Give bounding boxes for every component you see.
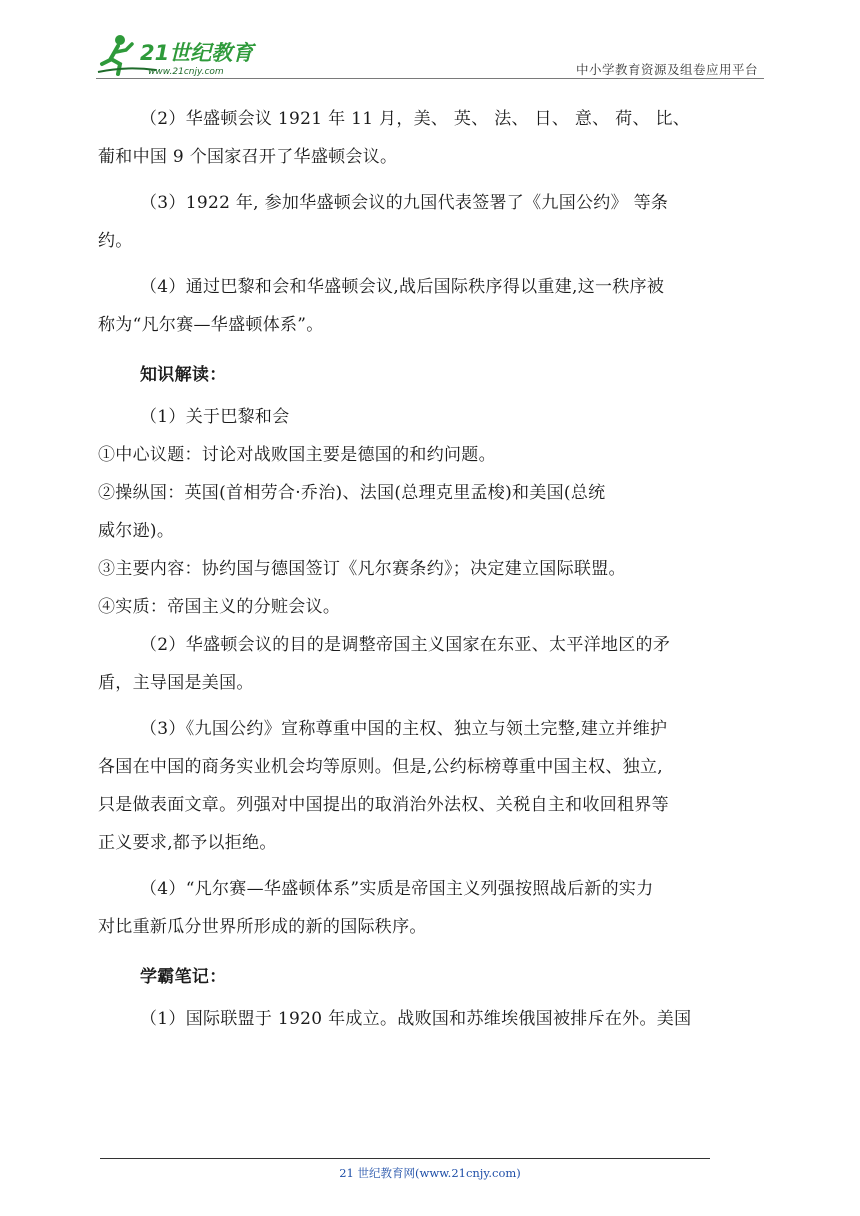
platform-name: 中小学教育资源及组卷应用平台 (575, 62, 758, 77)
paragraph-continuation: 盾，主导国是美国。 (98, 673, 254, 693)
paragraph-continuation (98, 222, 768, 260)
paragraph-washington-conference (140, 100, 768, 138)
text-line: 称为“凡尔赛—华盛顿体系”。 (98, 315, 324, 335)
text-line: 约。 (98, 231, 133, 251)
logo-url: www.21cnjy.com (148, 67, 224, 77)
section-heading-knowledge: 知识解读： (140, 365, 227, 385)
list-item-main-content: ③主要内容：协约国与德国签订《凡尔赛条约》；决定建立国际联盟。 (98, 559, 626, 579)
text-line: （2）华盛顿会议 1921 年 11 月，美、 英、 法、 日、 意、 荷、 比、 (140, 109, 691, 129)
document-body (98, 100, 768, 1038)
list-item-essence: ④实质：帝国主义的分赃会议。 (98, 597, 341, 617)
footer-divider (100, 1158, 710, 1159)
section-heading-notes: 学霸笔记： (140, 967, 227, 987)
paragraph-versailles-system (140, 268, 768, 306)
paragraph-continuation: 各国在中国的商务实业机会均等原则。但是,公约标榜尊重中国主权、独立, (98, 757, 664, 777)
paragraph-system-essence: （4）“凡尔赛—华盛顿体系”实质是帝国主义列强按照战后新的实力 (140, 879, 654, 899)
paragraph-league-of-nations: （1）国际联盟于 1920 年成立。战败国和苏维埃俄国被排斥在外。美国 (140, 1009, 692, 1029)
text-line: 葡和中国 9 个国家召开了华盛顿会议。 (98, 147, 398, 167)
list-item-central-issue: ①中心议题：讨论对战败国主要是德国的和约问题。 (98, 445, 496, 465)
paragraph-washington-purpose: （2）华盛顿会议的目的是调整帝国主义国家在东亚、太平洋地区的矛 (140, 635, 671, 655)
paragraph-continuation: 只是做表面文章。列强对中国提出的取消治外法权、关税自主和收回租界等 (98, 795, 669, 815)
logo-text: 21世纪教育 (140, 41, 254, 65)
list-item-controlling-powers: ②操纵国：英国(首相劳合·乔治)、法国(总理克里孟梭)和美国(总统 (98, 483, 606, 503)
page-header (96, 30, 764, 80)
list-item-continuation: 威尔逊)。 (98, 521, 175, 541)
paragraph-nine-power-content: （3）《九国公约》宣称尊重中国的主权、独立与领土完整,建立并维护 (140, 719, 668, 739)
paragraph-continuation: 对比重新瓜分世界所形成的新的国际秩序。 (98, 917, 427, 937)
header-divider (96, 78, 764, 79)
paragraph-continuation (98, 138, 768, 176)
paragraph-continuation (98, 306, 768, 344)
text-line: （4）通过巴黎和会和华盛顿会议,战后国际秩序得以重建,这一秩序被 (140, 277, 665, 297)
text-line: （3）1922 年, 参加华盛顿会议的九国代表签署了《九国公约》 等条 (140, 193, 669, 213)
paragraph-nine-power-treaty (140, 184, 768, 222)
paragraph-continuation: 正义要求,都予以拒绝。 (98, 833, 277, 853)
paragraph-paris-conference: （1）关于巴黎和会 (140, 407, 290, 427)
footer-link[interactable]: 21 世纪教育网(www.21cnjy.com) (339, 1166, 521, 1180)
site-logo (96, 30, 266, 80)
